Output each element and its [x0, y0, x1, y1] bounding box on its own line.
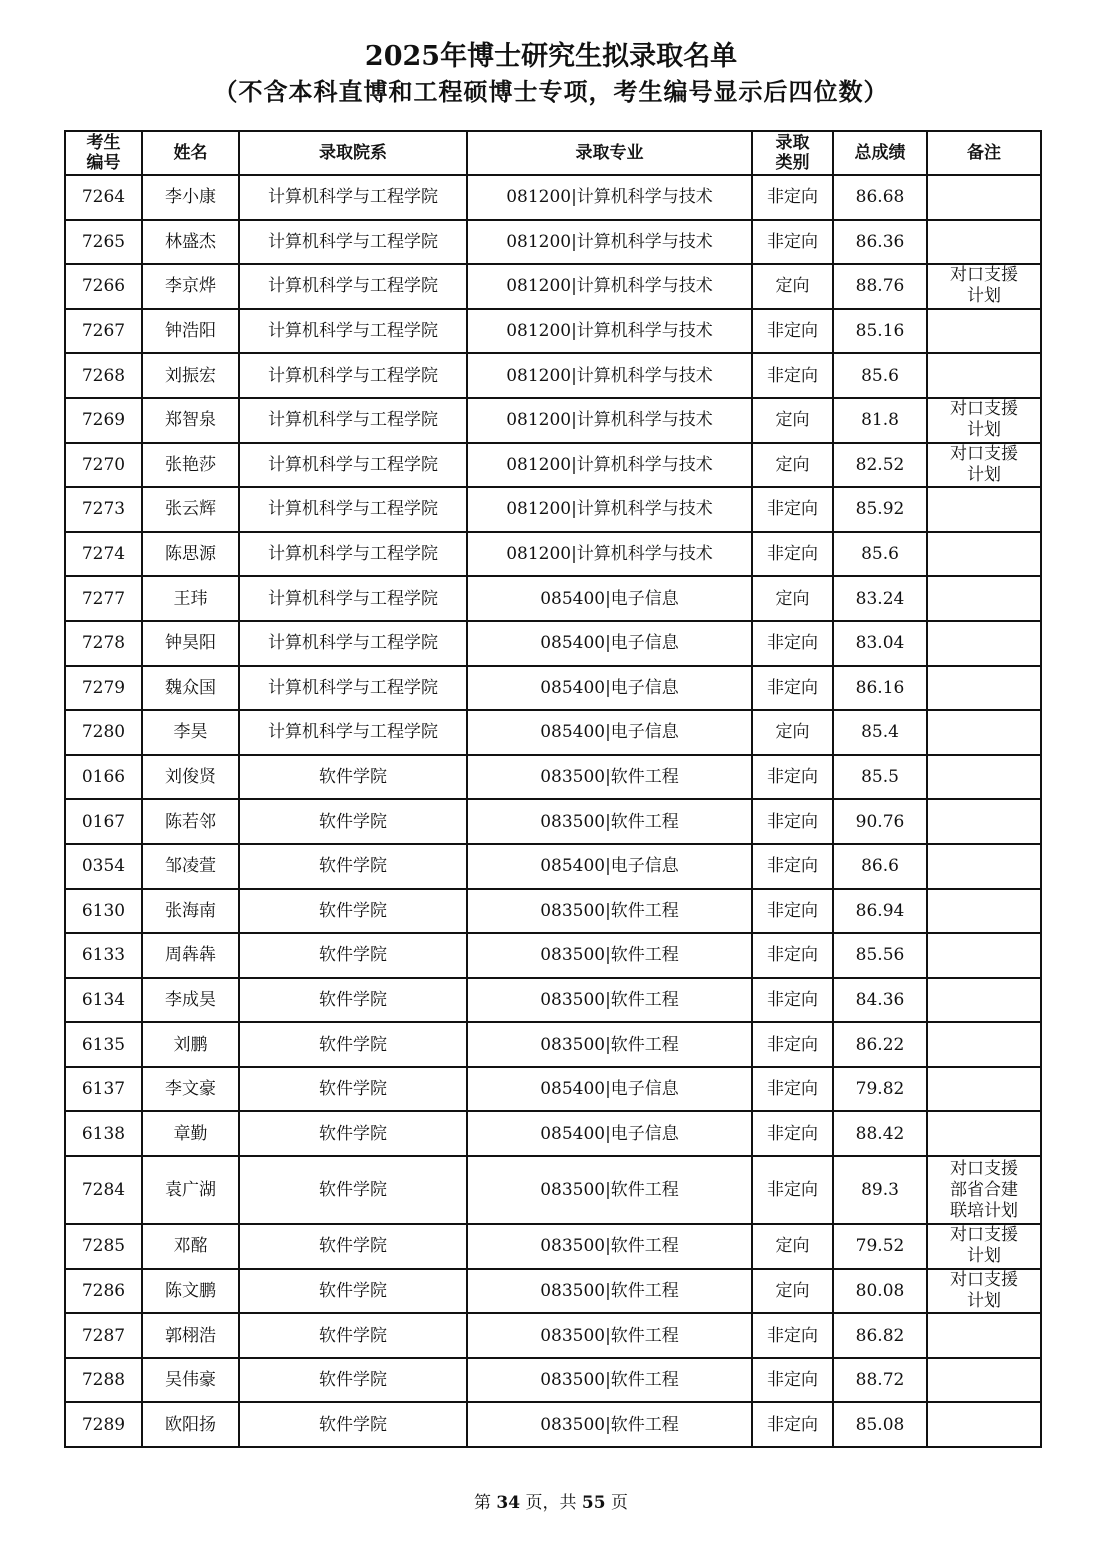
- department-cell: 计算机科学与工程学院: [239, 487, 467, 532]
- name-cell: 陈若邻: [142, 799, 239, 844]
- total-score-cell: 90.76: [833, 799, 927, 844]
- candidate-id-cell: 7285: [65, 1224, 142, 1269]
- name-cell: 张艳莎: [142, 443, 239, 488]
- table-row: [65, 532, 1041, 577]
- department-cell: 软件学院: [239, 1224, 467, 1269]
- department-cell: 计算机科学与工程学院: [239, 621, 467, 666]
- remarks-cell: 对口支援 计划: [927, 1269, 1041, 1314]
- candidate-id-cell: 0166: [65, 755, 142, 800]
- remarks-cell: [927, 1402, 1041, 1447]
- major-cell: 081200|计算机科学与技术: [467, 220, 752, 265]
- table-row: [65, 1224, 1041, 1269]
- major-cell: 081200|计算机科学与技术: [467, 264, 752, 309]
- department-cell: 计算机科学与工程学院: [239, 710, 467, 755]
- department-cell: 软件学院: [239, 1067, 467, 1112]
- table-row: [65, 1022, 1041, 1067]
- admission-type-cell: 非定向: [752, 978, 833, 1023]
- footer-prefix: 第: [474, 1493, 497, 1513]
- name-cell: 李成昊: [142, 978, 239, 1023]
- major-cell: 081200|计算机科学与技术: [467, 532, 752, 577]
- header-total-score: 总成绩: [833, 131, 927, 175]
- remarks-cell: [927, 220, 1041, 265]
- header-department: 录取院系: [239, 131, 467, 175]
- department-cell: 计算机科学与工程学院: [239, 576, 467, 621]
- name-cell: 周犇犇: [142, 933, 239, 978]
- header-admission-type: 录取 类别: [752, 131, 833, 175]
- remarks-cell: [927, 487, 1041, 532]
- department-cell: 软件学院: [239, 1269, 467, 1314]
- name-cell: 林盛杰: [142, 220, 239, 265]
- department-cell: 软件学院: [239, 799, 467, 844]
- table-body: [65, 175, 1041, 1447]
- candidate-id-cell: 6135: [65, 1022, 142, 1067]
- department-cell: 计算机科学与工程学院: [239, 398, 467, 443]
- admission-type-cell: 非定向: [752, 353, 833, 398]
- table-row: [65, 309, 1041, 354]
- table-row: [65, 576, 1041, 621]
- admission-type-cell: 定向: [752, 398, 833, 443]
- table-row: [65, 799, 1041, 844]
- table-row: [65, 1358, 1041, 1403]
- total-score-cell: 85.92: [833, 487, 927, 532]
- department-cell: 软件学院: [239, 1402, 467, 1447]
- remarks-cell: [927, 1358, 1041, 1403]
- remarks-cell: 对口支援 计划: [927, 1224, 1041, 1269]
- remarks-cell: [927, 1067, 1041, 1112]
- remarks-cell: [927, 532, 1041, 577]
- total-score-cell: 85.16: [833, 309, 927, 354]
- remarks-cell: [927, 309, 1041, 354]
- department-cell: 计算机科学与工程学院: [239, 532, 467, 577]
- remarks-cell: [927, 1111, 1041, 1156]
- total-score-cell: 86.82: [833, 1313, 927, 1358]
- page-footer: [0, 1491, 1102, 1515]
- table-row: [65, 1402, 1041, 1447]
- remarks-cell: 对口支援 计划: [927, 443, 1041, 488]
- name-cell: 欧阳扬: [142, 1402, 239, 1447]
- candidate-id-cell: 7267: [65, 309, 142, 354]
- total-score-cell: 85.56: [833, 933, 927, 978]
- table-row: [65, 487, 1041, 532]
- admission-type-cell: 非定向: [752, 933, 833, 978]
- total-score-cell: 85.4: [833, 710, 927, 755]
- table-row: [65, 933, 1041, 978]
- admission-type-cell: 非定向: [752, 1111, 833, 1156]
- remarks-cell: [927, 666, 1041, 711]
- table-row: [65, 398, 1041, 443]
- total-score-cell: 88.72: [833, 1358, 927, 1403]
- total-score-cell: 86.6: [833, 844, 927, 889]
- footer-middle: 页，共: [520, 1493, 582, 1513]
- admission-type-cell: 非定向: [752, 1313, 833, 1358]
- major-cell: 083500|软件工程: [467, 1358, 752, 1403]
- candidate-id-cell: 7277: [65, 576, 142, 621]
- table-row: [65, 220, 1041, 265]
- remarks-cell: [927, 755, 1041, 800]
- name-cell: 郭栩浩: [142, 1313, 239, 1358]
- major-cell: 081200|计算机科学与技术: [467, 443, 752, 488]
- candidate-id-cell: 7288: [65, 1358, 142, 1403]
- table-row: [65, 1067, 1041, 1112]
- candidate-id-cell: 7280: [65, 710, 142, 755]
- major-cell: 083500|软件工程: [467, 1022, 752, 1067]
- table-row: [65, 710, 1041, 755]
- major-cell: 081200|计算机科学与技术: [467, 487, 752, 532]
- table-header-row: [65, 131, 1041, 175]
- name-cell: 李小康: [142, 175, 239, 220]
- admission-type-cell: 非定向: [752, 1022, 833, 1067]
- total-score-cell: 82.52: [833, 443, 927, 488]
- name-cell: 陈文鹏: [142, 1269, 239, 1314]
- total-score-cell: 86.94: [833, 889, 927, 934]
- remarks-cell: [927, 978, 1041, 1023]
- major-cell: 083500|软件工程: [467, 1402, 752, 1447]
- major-cell: 081200|计算机科学与技术: [467, 398, 752, 443]
- admission-type-cell: 非定向: [752, 755, 833, 800]
- footer-suffix: 页: [605, 1493, 628, 1513]
- admission-type-cell: 非定向: [752, 666, 833, 711]
- name-cell: 张海南: [142, 889, 239, 934]
- name-cell: 李文豪: [142, 1067, 239, 1112]
- admission-type-cell: 定向: [752, 1269, 833, 1314]
- name-cell: 袁广湖: [142, 1156, 239, 1224]
- name-cell: 魏众国: [142, 666, 239, 711]
- name-cell: 李京烨: [142, 264, 239, 309]
- header-name: 姓名: [142, 131, 239, 175]
- candidate-id-cell: 7265: [65, 220, 142, 265]
- major-cell: 085400|电子信息: [467, 666, 752, 711]
- candidate-id-cell: 7273: [65, 487, 142, 532]
- candidate-id-cell: 7270: [65, 443, 142, 488]
- candidate-id-cell: 6138: [65, 1111, 142, 1156]
- admission-type-cell: 非定向: [752, 220, 833, 265]
- candidate-id-cell: 6134: [65, 978, 142, 1023]
- total-score-cell: 86.36: [833, 220, 927, 265]
- remarks-cell: [927, 576, 1041, 621]
- remarks-cell: 对口支援 计划: [927, 264, 1041, 309]
- major-cell: 083500|软件工程: [467, 1156, 752, 1224]
- table-row: [65, 1269, 1041, 1314]
- department-cell: 软件学院: [239, 889, 467, 934]
- remarks-cell: [927, 710, 1041, 755]
- header-candidate-id: 考生 编号: [65, 131, 142, 175]
- name-cell: 李昊: [142, 710, 239, 755]
- admission-type-cell: 非定向: [752, 621, 833, 666]
- major-cell: 083500|软件工程: [467, 1269, 752, 1314]
- admission-type-cell: 非定向: [752, 1358, 833, 1403]
- admission-type-cell: 非定向: [752, 889, 833, 934]
- table-row: [65, 1313, 1041, 1358]
- candidate-id-cell: 7269: [65, 398, 142, 443]
- total-score-cell: 86.16: [833, 666, 927, 711]
- remarks-cell: [927, 889, 1041, 934]
- candidate-id-cell: 7287: [65, 1313, 142, 1358]
- department-cell: 软件学院: [239, 755, 467, 800]
- admission-type-cell: 非定向: [752, 532, 833, 577]
- name-cell: 陈思源: [142, 532, 239, 577]
- department-cell: 计算机科学与工程学院: [239, 666, 467, 711]
- admission-type-cell: 定向: [752, 443, 833, 488]
- department-cell: 软件学院: [239, 844, 467, 889]
- major-cell: 085400|电子信息: [467, 621, 752, 666]
- remarks-cell: 对口支援 计划: [927, 398, 1041, 443]
- remarks-cell: 对口支援 部省合建 联培计划: [927, 1156, 1041, 1224]
- candidate-id-cell: 7289: [65, 1402, 142, 1447]
- remarks-cell: [927, 1313, 1041, 1358]
- name-cell: 邹凌萱: [142, 844, 239, 889]
- total-score-cell: 79.52: [833, 1224, 927, 1269]
- candidate-id-cell: 7268: [65, 353, 142, 398]
- major-cell: 081200|计算机科学与技术: [467, 309, 752, 354]
- remarks-cell: [927, 844, 1041, 889]
- candidate-id-cell: 7286: [65, 1269, 142, 1314]
- total-score-cell: 85.5: [833, 755, 927, 800]
- department-cell: 软件学院: [239, 1022, 467, 1067]
- remarks-cell: [927, 799, 1041, 844]
- admission-type-cell: 非定向: [752, 844, 833, 889]
- admission-type-cell: 非定向: [752, 1156, 833, 1224]
- candidate-id-cell: 7278: [65, 621, 142, 666]
- total-score-cell: 84.36: [833, 978, 927, 1023]
- admission-type-cell: 非定向: [752, 309, 833, 354]
- name-cell: 刘俊贤: [142, 755, 239, 800]
- total-score-cell: 88.76: [833, 264, 927, 309]
- admission-type-cell: 定向: [752, 1224, 833, 1269]
- page-title: 2025年博士研究生拟录取名单: [364, 41, 738, 72]
- total-score-cell: 85.6: [833, 353, 927, 398]
- total-score-cell: 86.22: [833, 1022, 927, 1067]
- major-cell: 085400|电子信息: [467, 844, 752, 889]
- table-row: [65, 1111, 1041, 1156]
- table-row: [65, 844, 1041, 889]
- page-number: 34: [496, 1493, 521, 1513]
- remarks-cell: [927, 175, 1041, 220]
- major-cell: 081200|计算机科学与技术: [467, 353, 752, 398]
- department-cell: 计算机科学与工程学院: [239, 353, 467, 398]
- admission-type-cell: 非定向: [752, 175, 833, 220]
- total-score-cell: 83.24: [833, 576, 927, 621]
- total-score-cell: 89.3: [833, 1156, 927, 1224]
- admission-type-cell: 非定向: [752, 1402, 833, 1447]
- department-cell: 计算机科学与工程学院: [239, 443, 467, 488]
- candidate-id-cell: 6130: [65, 889, 142, 934]
- major-cell: 083500|软件工程: [467, 755, 752, 800]
- name-cell: 邓酩: [142, 1224, 239, 1269]
- name-cell: 刘鹏: [142, 1022, 239, 1067]
- name-cell: 吴伟豪: [142, 1358, 239, 1403]
- department-cell: 软件学院: [239, 1111, 467, 1156]
- table-row: [65, 264, 1041, 309]
- admission-type-cell: 定向: [752, 710, 833, 755]
- candidate-id-cell: 0354: [65, 844, 142, 889]
- major-cell: 085400|电子信息: [467, 1111, 752, 1156]
- major-cell: 083500|软件工程: [467, 799, 752, 844]
- header-major: 录取专业: [467, 131, 752, 175]
- remarks-cell: [927, 933, 1041, 978]
- department-cell: 计算机科学与工程学院: [239, 264, 467, 309]
- admission-type-cell: 定向: [752, 264, 833, 309]
- total-score-cell: 86.68: [833, 175, 927, 220]
- candidate-id-cell: 7266: [65, 264, 142, 309]
- remarks-cell: [927, 1022, 1041, 1067]
- major-cell: 083500|软件工程: [467, 1224, 752, 1269]
- major-cell: 081200|计算机科学与技术: [467, 175, 752, 220]
- table-row: [65, 666, 1041, 711]
- name-cell: 钟浩阳: [142, 309, 239, 354]
- major-cell: 083500|软件工程: [467, 978, 752, 1023]
- total-score-cell: 80.08: [833, 1269, 927, 1314]
- table-row: [65, 755, 1041, 800]
- major-cell: 085400|电子信息: [467, 710, 752, 755]
- major-cell: 085400|电子信息: [467, 576, 752, 621]
- department-cell: 软件学院: [239, 978, 467, 1023]
- table-row: [65, 978, 1041, 1023]
- table-row: [65, 621, 1041, 666]
- table-row: [65, 175, 1041, 220]
- name-cell: 章勤: [142, 1111, 239, 1156]
- candidate-id-cell: 6133: [65, 933, 142, 978]
- total-pages: 55: [581, 1493, 606, 1513]
- table-row: [65, 443, 1041, 488]
- admission-type-cell: 非定向: [752, 1067, 833, 1112]
- table-row: [65, 1156, 1041, 1224]
- total-score-cell: 81.8: [833, 398, 927, 443]
- department-cell: 软件学院: [239, 933, 467, 978]
- admission-table: [64, 130, 1042, 1448]
- admission-type-cell: 非定向: [752, 799, 833, 844]
- major-cell: 083500|软件工程: [467, 889, 752, 934]
- candidate-id-cell: 6137: [65, 1067, 142, 1112]
- total-score-cell: 83.04: [833, 621, 927, 666]
- table-row: [65, 353, 1041, 398]
- name-cell: 郑智泉: [142, 398, 239, 443]
- candidate-id-cell: 7264: [65, 175, 142, 220]
- major-cell: 085400|电子信息: [467, 1067, 752, 1112]
- admission-type-cell: 非定向: [752, 487, 833, 532]
- name-cell: 刘振宏: [142, 353, 239, 398]
- total-score-cell: 88.42: [833, 1111, 927, 1156]
- department-cell: 软件学院: [239, 1313, 467, 1358]
- total-score-cell: 85.08: [833, 1402, 927, 1447]
- name-cell: 张云辉: [142, 487, 239, 532]
- page-subtitle: （不含本科直博和工程硕博士专项，考生编号显示后四位数）: [213, 77, 889, 106]
- table-row: [65, 889, 1041, 934]
- department-cell: 计算机科学与工程学院: [239, 309, 467, 354]
- candidate-id-cell: 7274: [65, 532, 142, 577]
- remarks-cell: [927, 621, 1041, 666]
- name-cell: 王玮: [142, 576, 239, 621]
- remarks-cell: [927, 353, 1041, 398]
- department-cell: 计算机科学与工程学院: [239, 175, 467, 220]
- header-remarks: 备注: [927, 131, 1041, 175]
- candidate-id-cell: 0167: [65, 799, 142, 844]
- total-score-cell: 79.82: [833, 1067, 927, 1112]
- major-cell: 083500|软件工程: [467, 1313, 752, 1358]
- total-score-cell: 85.6: [833, 532, 927, 577]
- department-cell: 软件学院: [239, 1156, 467, 1224]
- candidate-id-cell: 7279: [65, 666, 142, 711]
- major-cell: 083500|软件工程: [467, 933, 752, 978]
- name-cell: 钟昊阳: [142, 621, 239, 666]
- department-cell: 软件学院: [239, 1358, 467, 1403]
- candidate-id-cell: 7284: [65, 1156, 142, 1224]
- admission-type-cell: 定向: [752, 576, 833, 621]
- department-cell: 计算机科学与工程学院: [239, 220, 467, 265]
